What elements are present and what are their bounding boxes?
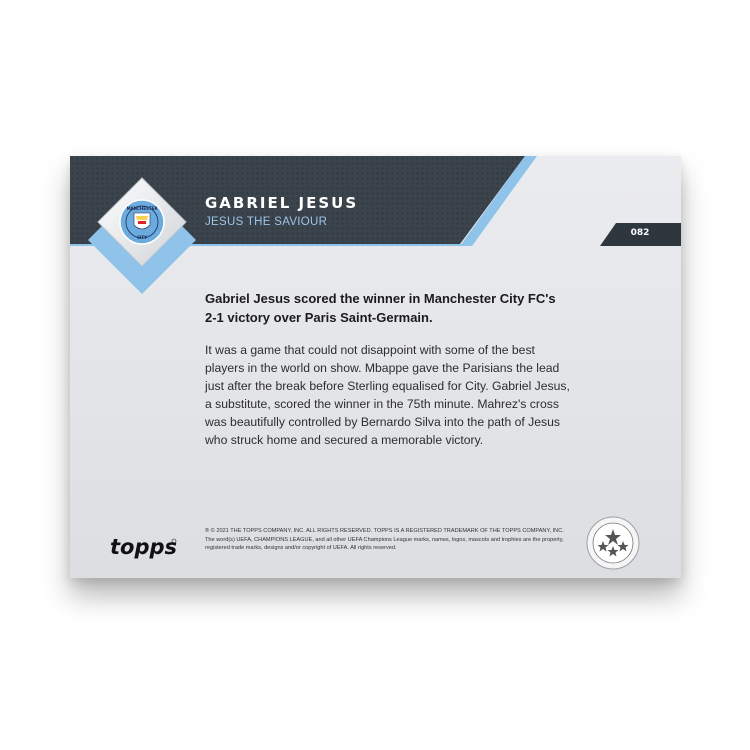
trading-card-back	[70, 156, 681, 578]
crest-text-top: MANCHESTER	[126, 206, 158, 211]
body-text: It was a game that could not disappoint with some of the best players in the world on show. Mbappe gave the Parisians the lead just after the break before Sterling equalised for City. Gabriel Jesus, a substitute, scored the winner in the 75th minute. Mahrez's cross was beautifully controlled by Bernardo Silva into the path of Jesus who struck home and secured a memorable victory.	[205, 343, 570, 447]
champions-league-starball-icon	[586, 516, 640, 570]
card-subtitle: JESUS THE SAVIOUR	[205, 216, 328, 228]
svg-text:topps: topps	[110, 535, 178, 559]
legal-text: ® © 2021 THE TOPPS COMPANY, INC. ALL RIGHTS RESERVED. TOPPS IS A REGISTERED TRADEMARK OF THE TOPPS COMPANY, INC. The word(s) UEFA, CHAMPIONS LEAGUE, and all other UEFA Champions League marks, names, logos, mascots and trophies are the property, registered trade marks, designs and/or copyright of UEFA. All rights reserved.	[205, 528, 564, 551]
crest-text-bottom: CITY	[136, 235, 148, 240]
card-number: 082	[630, 228, 650, 238]
player-name: GABRIEL JESUS	[205, 194, 359, 212]
headline: Gabriel Jesus scored the winner in Manchester City FC's 2-1 victory over Paris Saint-Germain.	[205, 291, 556, 325]
topps-logo	[108, 532, 178, 562]
